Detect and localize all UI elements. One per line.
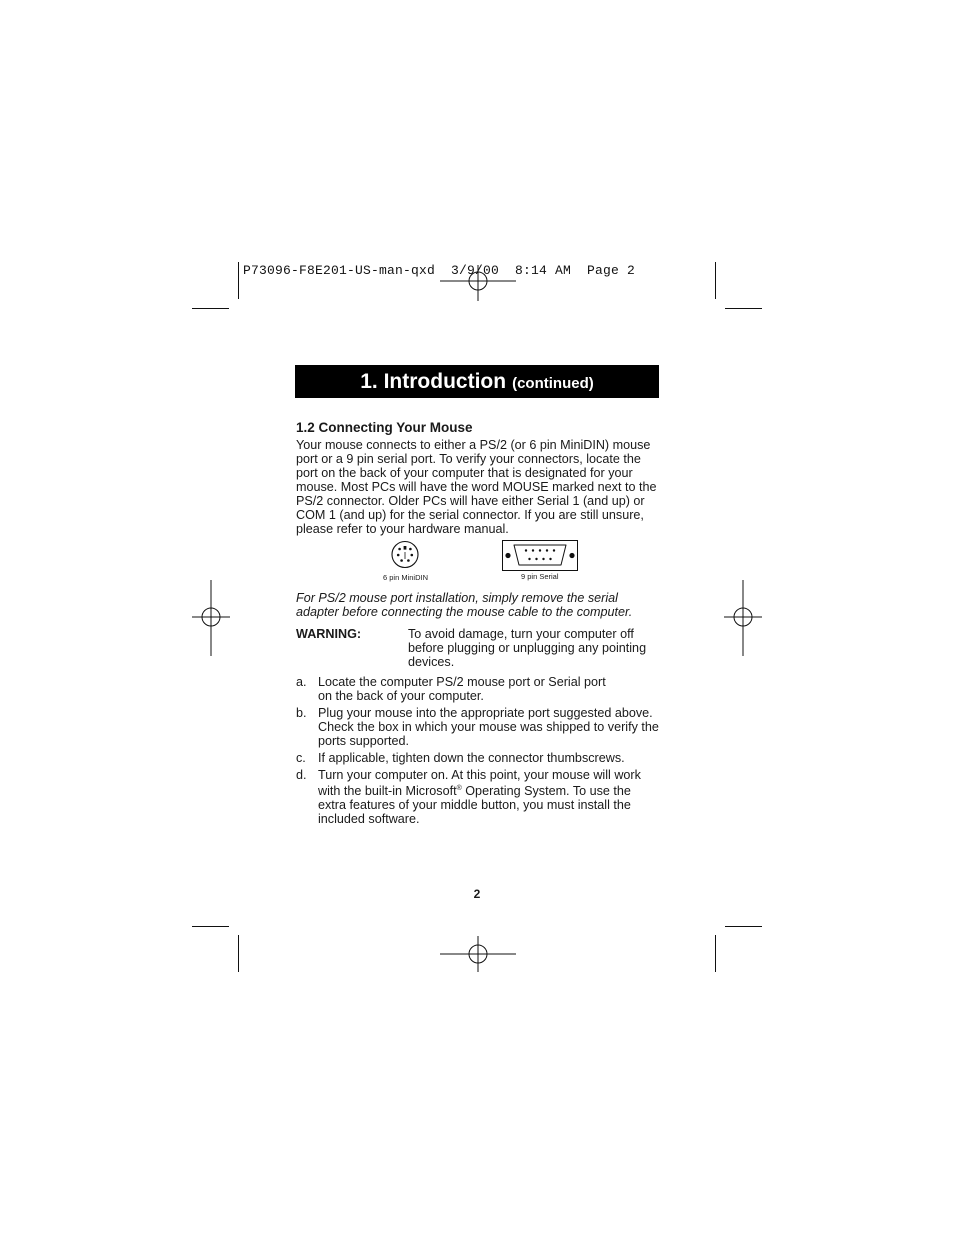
ps2-installation-note: For PS/2 mouse port installation, simply remove the serial adapter before connecting the mouse cable to the computer. <box>296 591 633 619</box>
page-title-continued: (continued) <box>512 375 594 392</box>
crop-mark <box>238 262 239 299</box>
step-letter: d. <box>296 768 307 782</box>
crop-mark <box>192 926 229 927</box>
step-text: If applicable, tighten down the connector thumbscrews. <box>318 751 625 765</box>
steps-list <box>296 675 662 826</box>
warning-text: To avoid damage, turn your computer off before plugging or unplugging any pointing devices. <box>408 627 647 669</box>
serial-connector-icon <box>502 540 578 571</box>
step-letter: c. <box>296 751 306 765</box>
registration-mark-icon <box>440 936 516 972</box>
step-text <box>318 768 660 826</box>
connector-figures <box>296 540 662 588</box>
section-heading: 1.2 Connecting Your Mouse <box>296 420 473 435</box>
page-title: 1. Introduction <box>360 370 507 393</box>
step-letter: b. <box>296 706 307 720</box>
registration-mark-icon <box>192 580 230 656</box>
step-text: Locate the computer PS/2 mouse port or Serial port on the back of your computer. <box>318 675 606 703</box>
list-item <box>296 751 662 765</box>
crop-mark <box>238 935 239 972</box>
list-item <box>296 768 662 826</box>
section-body: Your mouse connects to either a PS/2 (or 6 pin MiniDIN) mouse port or a 9 pin serial port. To verify your connectors, locate the port on the back of your computer that is designated for your mouse. Most PCs will have the word MOUSE marked next to the PS/2 connector. Older PCs will have either Serial 1 (and up) or COM 1 (and up) for the serial connector. If you are still unsure, please refer to your hardware manual. <box>296 438 657 536</box>
crop-mark <box>725 308 762 309</box>
step-text-part: Operating System. To use the extra features of your middle button, you must install the included software. <box>318 784 631 827</box>
crop-mark <box>725 926 762 927</box>
page-content <box>296 419 662 829</box>
section-title-bar <box>295 365 659 398</box>
list-item <box>296 706 662 748</box>
ps2-connector-icon <box>391 540 419 570</box>
step-letter: a. <box>296 675 307 689</box>
list-item <box>296 675 662 703</box>
crop-mark <box>715 935 716 972</box>
step-text-part: Turn your computer on. At this point, your mouse will work with the built-in Microsoft <box>318 768 641 799</box>
serial-connector-label: 9 pin Serial <box>521 572 559 581</box>
warning-label: WARNING: <box>296 627 362 641</box>
warning-block <box>296 627 662 669</box>
registration-mark-icon <box>440 265 516 301</box>
page-number: 2 <box>473 887 481 901</box>
ps2-connector-label: 6 pin MiniDIN <box>383 573 429 582</box>
registered-mark: ® <box>456 785 462 792</box>
crop-mark <box>715 262 716 299</box>
step-text: Plug your mouse into the appropriate port suggested above. Check the box in which your mouse was shipped to verify the ports supported. <box>318 706 659 748</box>
slug-line: P73096-F8E201-US-man-qxd 3/9/00 8:14 AM Page 2 <box>243 263 636 278</box>
crop-mark <box>192 308 229 309</box>
registration-mark-icon <box>724 580 762 656</box>
